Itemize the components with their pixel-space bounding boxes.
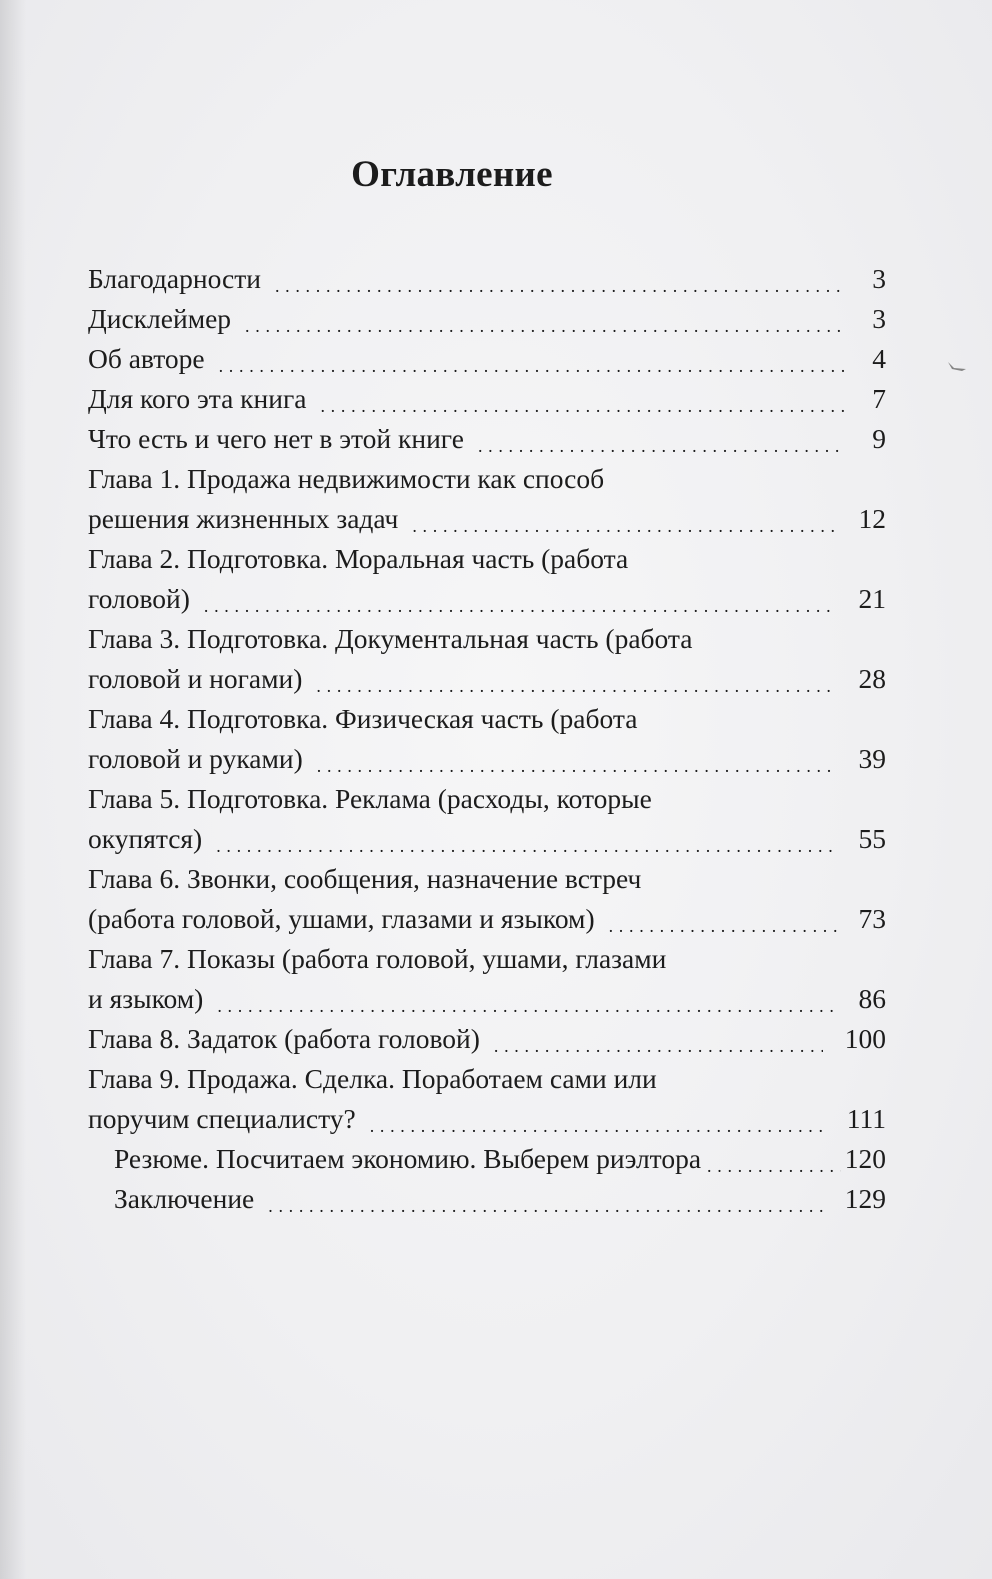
dot-leader [275, 259, 844, 299]
toc-entry-title: Глава 8. Задаток (работа головой) [88, 1023, 480, 1054]
toc-entry-chapter-3 [88, 619, 886, 699]
toc-page-number: 129 [844, 1183, 886, 1214]
toc-entry-title: Что есть и чего нет в этой книге [88, 423, 464, 454]
toc-entry-audience [88, 379, 886, 419]
toc-entry-chapter-9 [88, 1059, 886, 1139]
toc-entry-chapter-8 [88, 1019, 886, 1059]
page-gutter-shadow [0, 0, 26, 1579]
toc-page-number: 111 [846, 1103, 886, 1134]
dot-leader [317, 739, 837, 779]
dot-leader [370, 1099, 825, 1139]
toc-entry-disclaimer [88, 299, 886, 339]
toc-entry-chapter-5 [88, 779, 886, 859]
toc-page-number: 7 [872, 383, 886, 414]
page-title: Оглавление [351, 153, 553, 195]
toc-entry-title-line: Глава 6. Звонки, сообщения, назначение встреч [88, 863, 642, 894]
toc-page-number: 86 [858, 983, 886, 1014]
toc-page-number: 3 [872, 263, 886, 294]
dot-leader [412, 499, 836, 539]
dot-leader [707, 1139, 841, 1179]
ink-speck-mark [946, 360, 976, 374]
toc-page-number: 55 [858, 823, 886, 854]
toc-entry-title-line: Глава 9. Продажа. Сделка. Поработаем сами или [88, 1063, 657, 1094]
toc-page-number: 120 [844, 1143, 886, 1174]
toc-entry-title-line: Глава 4. Подготовка. Физическая часть (работа [88, 703, 638, 734]
toc-entry-chapter-7 [88, 939, 886, 1019]
toc-page-number: 28 [858, 663, 886, 694]
dot-leader [204, 579, 837, 619]
toc-entry-title-line: Глава 1. Продажа недвижимости как способ [88, 463, 605, 494]
dot-leader [494, 1019, 823, 1059]
toc-entry-title-line: головой и ногами) [88, 663, 303, 694]
dot-leader [245, 299, 844, 339]
dot-leader [219, 339, 844, 379]
table-of-contents [88, 259, 886, 1219]
toc-entry-title: Резюме. Посчитаем экономию. Выберем риэлтора [114, 1143, 702, 1174]
toc-page-number: 39 [858, 743, 886, 774]
dot-leader [478, 419, 844, 459]
toc-entry-title: Благодарности [88, 263, 261, 294]
toc-entry-conclusion [88, 1179, 886, 1219]
toc-entry-title-line: окупятся) [88, 823, 203, 854]
toc-entry-summary [88, 1139, 886, 1179]
dot-leader [216, 819, 836, 859]
toc-entry-chapter-6 [88, 859, 886, 939]
toc-entry-title-line: Глава 7. Показы (работа головой, ушами, глазами [88, 943, 667, 974]
toc-entry-chapter-2 [88, 539, 886, 619]
toc-entry-title-line: Глава 5. Подготовка. Реклама (расходы, которые [88, 783, 652, 814]
toc-entry-title: Заключение [114, 1183, 255, 1214]
toc-entry-title-line: головой и руками) [88, 743, 303, 774]
toc-page-number: 3 [872, 303, 886, 334]
toc-entry-title-line: Глава 3. Подготовка. Документальная часть (работа [88, 623, 693, 654]
toc-entry-title-line: Глава 2. Подготовка. Моральная часть (работа [88, 543, 629, 574]
toc-entry-title-line: решения жизненных задач [88, 503, 399, 534]
dot-leader [268, 1179, 823, 1219]
toc-entry-title-line: (работа головой, ушами, глазами и языком) [88, 903, 595, 934]
toc-entry-about-author [88, 339, 886, 379]
toc-entry-title-line: головой) [88, 583, 190, 614]
toc-entry-chapter-1 [88, 459, 886, 539]
toc-page-number: 73 [858, 903, 886, 934]
toc-page-number: 9 [872, 423, 886, 454]
dot-leader [316, 659, 836, 699]
dot-leader [609, 899, 837, 939]
toc-entry-title: Дисклеймер [88, 303, 232, 334]
toc-page-number: 100 [844, 1023, 886, 1054]
toc-entry-contents-scope [88, 419, 886, 459]
toc-entry-title-line: поручим специалисту? [88, 1103, 356, 1134]
toc-entry-acknowledgements [88, 259, 886, 299]
dot-leader [320, 379, 844, 419]
toc-page-number: 12 [858, 503, 886, 534]
toc-page-number: 4 [872, 343, 886, 374]
toc-entry-title-line: и языком) [88, 983, 204, 1014]
toc-page-number: 21 [858, 583, 886, 614]
dot-leader [217, 979, 836, 1019]
toc-entry-title: Для кого эта книга [88, 383, 307, 414]
toc-entry-title: Об авторе [88, 343, 205, 374]
toc-entry-chapter-4 [88, 699, 886, 779]
